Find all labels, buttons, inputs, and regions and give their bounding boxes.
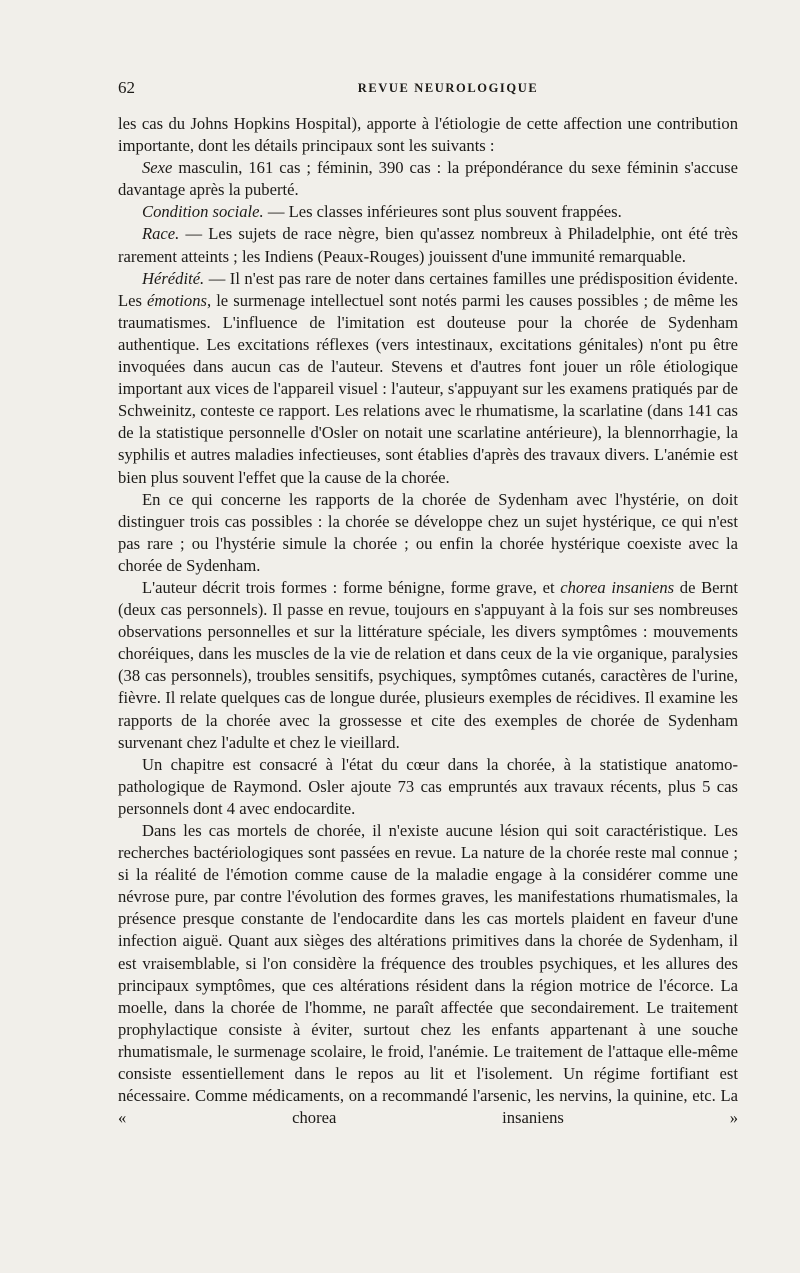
paragraph-p2 [118,201,738,223]
paragraph-text: les cas du Johns Hopkins Hospital), apporte à l'étiologie de cette affection une contribution importante, dont les détails principaux sont les suivants : [118,114,738,156]
paragraph-text: Un chapitre est consacré à l'état du cœur dans la chorée, à la statistique anatomo-pathologique de Raymond. Osler ajoute 73 cas empruntés aux travaux récents, plus 5 cas personnels dont 4 avec endocardite. [118,754,738,818]
paragraph-p8 [118,820,738,1129]
paragraph-text: masculin, 161 cas ; féminin, 390 cas : la prépondérance du sexe féminin s'accuse davantage après la puberté. [118,158,738,200]
paragraph-p6 [118,577,738,754]
italic-term: Race. [142,224,180,244]
paragraph-p0 [118,113,738,157]
italic-term: émotions [147,290,207,310]
italic-term: chorea insaniens [560,577,675,597]
page-header [118,78,738,102]
paragraph-text: — Il n'est pas rare de noter dans certaines familles une prédisposition évidente. Les [118,268,738,310]
article-body [118,113,738,1129]
italic-term: Sexe [142,158,173,178]
paragraph-p1 [118,157,738,201]
paragraph-text: , le surmenage intellectuel sont notés parmi les causes possibles ; de même les traumatismes. L'influence de l'imitation est douteuse pour la chorée de Sydenham authentique. Les excitations réflexes (vers intestinaux, excitations génitales) n'ont pu être invoquées dans aucun cas de l'auteur. Stevens et d'autres font jouer un rôle étiologique important aux vices de l'appareil visuel : l'auteur, s'appuyant sur les examens pratiqués par de Schweinitz, conteste ce rapport. Les relations avec le rhumatisme, la scarlatine (dans 141 cas de la statistique personnelle d'Osler on notait une scarlatine antérieure), la blennorrhagie, la syphilis et autres maladies infectieuses, sont établies d'après des travaux divers. L'anémie est bien plus souvent l'effet que la cause de la chorée. [118,290,738,487]
paragraph-p3 [118,223,738,267]
paragraph-p4 [118,268,738,489]
paragraph-text: — Les sujets de race nègre, bien qu'assez nombreux à Philadelphie, ont été très rarement atteints ; les Indiens (Peaux-Rouges) jouissent d'une immunité remarquable. [118,224,738,266]
paragraph-text: Dans les cas mortels de chorée, il n'existe aucune lésion qui soit caractéristique. Les recherches bactériologiques sont passées en revue. La nature de la chorée reste mal connue ; si la réalité de l'émotion comme cause de la maladie engage à la considérer comme une névrose pure, par contre l'évolution des formes graves, les manifestations rhumatismales, la présence presque constante de l'endocardite dans les cas mortels plaident en faveur d'une infection aiguë. Quant aux sièges des altérations primitives dans la chorée de Sydenham, il est vraisemblable, si l'on considère la fréquence des troubles psychiques, et les allures des principaux symptômes, que ces altérations résident dans la région motrice de l'écorce. La moelle, dans la chorée de l'homme, ne paraît affectée que secondairement. Le traitement prophylactique consiste à éviter, surtout chez les enfants appartenant à une souche rhumatismale, le surmenage scolaire, le froid, l'anémie. Le traitement de l'attaque elle-même consiste essentiellement dans le repos au lit et l'isolement. Un régime fortifiant est nécessaire. Comme médicaments, on a recommandé l'arsenic, les nervins, la quinine, etc. La « chorea insaniens » [118,821,738,1128]
paragraph-p5 [118,489,738,577]
page-number: 62 [118,78,135,97]
paragraph-text: de Bernt (deux cas personnels). Il passe en revue, toujours en s'appuyant à la fois sur ses nombreuses observations personnelles et sur la littérature spéciale, les divers symptômes : mouvements choréiques, dans les muscles de la vie de relation et dans ceux de la vie organique, paralysies (38 cas personnels), troubles sensitifs, psychiques, symptômes cutanés, caractères de l'urine, fièvre. Il relate quelques cas de longue durée, plusieurs exemples de récidives. Il examine les rapports de la chorée avec la grossesse et cite des exemples de chorée de Sydenham survenant chez l'adulte et chez le vieillard. [118,577,738,752]
paragraph-text: — Les classes inférieures sont plus souvent frappées. [263,202,622,222]
running-title: REVUE NEUROLOGIQUE [357,81,539,95]
paragraph-text: En ce qui concerne les rapports de la chorée de Sydenham avec l'hystérie, on doit distinguer trois cas possibles : la chorée se développe chez un sujet hystérique, ce qui n'est pas rare ; ou l'hystérie simule la chorée ; ou enfin la chorée hystérique coexiste avec la chorée de Sydenham. [118,489,738,575]
italic-term: Condition sociale. [142,202,264,222]
italic-term: Hérédité. [142,268,205,288]
paragraph-text: L'auteur décrit trois formes : forme bénigne, forme grave, et [142,577,561,597]
paragraph-p7 [118,754,738,820]
